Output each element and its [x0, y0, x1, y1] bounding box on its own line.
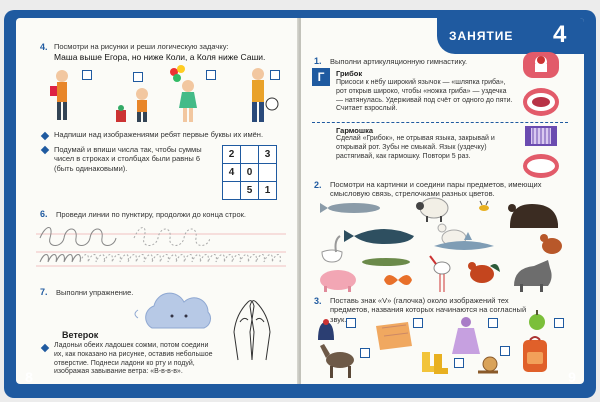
- snail-check-box[interactable]: [500, 346, 510, 356]
- kids-illustration: [46, 64, 296, 128]
- task4-instruction: Посмотри на рисунки и реши логическую задачку:: [54, 42, 229, 51]
- blanket-icon: [372, 318, 416, 354]
- snail-icon: [476, 354, 500, 374]
- kid-3-icon: [170, 65, 197, 122]
- hands-icon: [222, 292, 282, 362]
- sturgeon-fish-icon: [320, 203, 380, 213]
- donkey-check-box[interactable]: [360, 348, 370, 358]
- task3-instruction: Поставь знак «V» (галочка) около изображений тех предметов, названия которых начинаются на согласный звук.: [330, 296, 527, 324]
- animals-pairing-illustration[interactable]: [314, 196, 568, 292]
- task6-instruction: Проведи линии по пунктиру, продолжи до конца строк.: [56, 210, 247, 219]
- whale-icon: [344, 229, 414, 244]
- lesson-number: 4: [553, 21, 567, 48]
- swan-icon: [322, 236, 342, 262]
- grid-cell[interactable]: 1: [259, 182, 277, 200]
- task7-text: Ладоньи обеих ладошек сожми, потом соедини их, как показано на рисунке, оставив небольшое отверстие. Поднеси ладони ко рту и подуй, изображая завывание ветра: «В-в-в-в».: [54, 342, 213, 376]
- task3-number: 3.: [314, 296, 322, 306]
- backpack-icon: [520, 334, 550, 374]
- task1-number: 1.: [314, 56, 322, 66]
- kid-4-icon: [252, 68, 278, 122]
- exercise2-title: Гармошка: [336, 126, 374, 135]
- task2-number: 2.: [314, 180, 322, 190]
- pike-fish-icon: [362, 258, 410, 266]
- task5-instruction: Подумай и впиши числа так, чтобы суммы чисел в строках и столбцах были равны 6 (быть одинаковыми).: [54, 145, 202, 173]
- magic-square-grid: [222, 145, 277, 200]
- lesson-header: [437, 18, 584, 54]
- kid-1-icon: [50, 70, 68, 120]
- blanket-check-box[interactable]: [413, 318, 423, 328]
- hen-icon: [540, 234, 562, 254]
- grid-cell[interactable]: 3: [259, 146, 277, 164]
- task2-instruction: Посмотри на картинки и соедини пары предметов, имеющих смысловую связь, стрелочками разных цветов.: [330, 180, 542, 199]
- kid-2-icon: [116, 88, 148, 122]
- grid-cell[interactable]: 5: [241, 182, 259, 200]
- divider: [312, 122, 568, 123]
- mouth-images: [521, 50, 561, 122]
- grid-cell[interactable]: 0: [241, 164, 259, 182]
- stork-icon: [430, 256, 450, 292]
- sheep-icon: [416, 198, 448, 222]
- dress-check-box[interactable]: [488, 318, 498, 328]
- donkey-icon: [318, 340, 358, 380]
- task7-title: Ветерок: [62, 330, 99, 340]
- tracing-lines[interactable]: [36, 222, 286, 270]
- apple-check-box[interactable]: [554, 318, 564, 328]
- task4-note: Надпиши над изображениями ребят первые буквы их имён.: [54, 130, 264, 139]
- hat-check-box[interactable]: [346, 318, 356, 328]
- grid-cell[interactable]: [223, 182, 241, 200]
- accordion-mouth-images: [521, 124, 561, 180]
- exercise1-title: Грибок: [336, 69, 363, 78]
- task1-instruction: Выполни артикуляционную гимнастику.: [330, 57, 468, 66]
- boots-check-box[interactable]: [454, 358, 464, 368]
- grid-cell[interactable]: [259, 164, 277, 182]
- butterfly-icon: [384, 275, 412, 285]
- grid-cell[interactable]: 2: [223, 146, 241, 164]
- page-number-left: 8: [25, 369, 33, 385]
- task6-number: 6.: [40, 209, 48, 219]
- wolf-icon: [514, 260, 552, 292]
- letter-badge: Г: [312, 68, 330, 86]
- boots-icon: [418, 350, 450, 376]
- grid-cell[interactable]: [241, 146, 259, 164]
- rooster-icon: [468, 262, 500, 283]
- task4-number: 4.: [40, 42, 48, 52]
- lesson-label: ЗАНЯТИЕ: [449, 29, 514, 43]
- bee-icon: [479, 201, 489, 211]
- task7-instruction: Выполни упражнение.: [56, 288, 134, 297]
- grid-cell[interactable]: 4: [223, 164, 241, 182]
- cloud-icon: [130, 290, 220, 334]
- dress-doll-icon: [448, 316, 484, 356]
- apple-icon: [527, 308, 547, 332]
- page-number-right: 9: [568, 369, 576, 385]
- bear-icon: [508, 204, 558, 228]
- task7-number: 7.: [40, 287, 48, 297]
- task4-puzzle: Маша выше Егора, но ниже Коли, а Коля ниже Саши.: [54, 52, 266, 62]
- exercise2-text: Сделай «Грибок», не отрывая языка, закрывай и открывай рот. Зубы не смыкай. Язык (уздечку) растягивай, как гармошку. Повтори 5 раз.: [336, 135, 495, 160]
- exercise1-text: Присоси к нёбу широкий язычок — «шляпка гриба», рот открыв широко, чтобы «ножка гриба» — уздечка — натянулась. Удерживай под счёт от одного до пяти. Считает взрослый.: [336, 79, 513, 113]
- pig-icon: [320, 270, 356, 292]
